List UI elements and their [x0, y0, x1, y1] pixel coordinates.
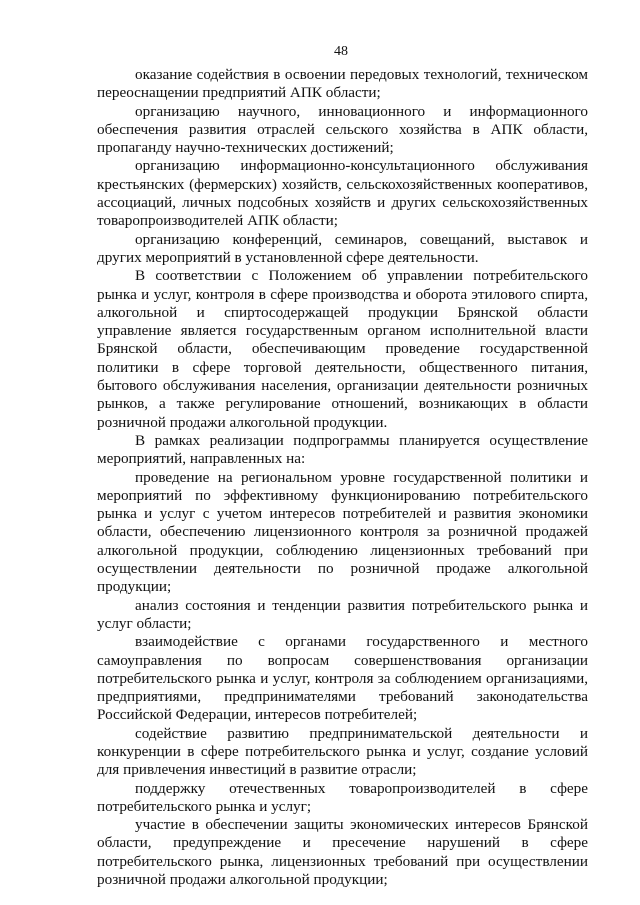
paragraph: организацию информационно-консультационного обслуживания крестьянских (фермерских) хозяйств, сельскохозяйственных кооперативов, ассоциаций, личных подсобных хозяйств и других сельскохозяйственных товаропроизводителей АПК области;	[97, 157, 588, 230]
page-number: 48	[334, 44, 348, 59]
paragraph: анализ состояния и тенденции развития потребительского рынка и услуг области;	[97, 596, 588, 632]
paragraph: В соответствии с Положением об управлении потребительского рынка и услуг, контроля в сфере производства и оборота этилового спирта, алкогольной и спиртосодержащей продукции Брянской области управление является государственным органом исполнительной власти Брянской области, обеспечивающим проведение государственной политики в сфере торговой деятельности, общественного питания, бытового обслуживания населения, организации деятельности розничных рынков, а также регулирование отношений, возникающих в области розничной продажи алкогольной продукции.	[97, 267, 588, 431]
paragraph: содействие развитию предпринимательской деятельности и конкуренции в сфере потребительского рынка и услуг, создание условий для привлечения инвестиций в развитие отрасли;	[97, 724, 588, 779]
paragraph: поддержку отечественных товаропроизводителей в сфере потребительского рынка и услуг;	[97, 779, 588, 815]
paragraph: организацию конференций, семинаров, совещаний, выставок и других мероприятий в установленной сфере деятельности.	[97, 230, 588, 266]
body-text	[97, 66, 588, 889]
paragraph: проведение на региональном уровне государственной политики и мероприятий по эффективному функционированию потребительского рынка и услуг с учетом интересов потребителей и развития экономики области, обеспечению лицензионного контроля за розничной продажей алкогольной продукции, соблюдению лицензионных требований при осуществлении деятельности по розничной продаже алкогольной продукции;	[97, 468, 588, 596]
paragraph: оказание содействия в освоении передовых технологий, техническом переоснащении предприятий АПК области;	[97, 66, 588, 102]
paragraph: организацию научного, инновационного и информационного обеспечения развития отраслей сельского хозяйства в АПК области, пропаганду научно-технических достижений;	[97, 102, 588, 157]
paragraph: В рамках реализации подпрограммы планируется осуществление мероприятий, направленных на:	[97, 431, 588, 468]
paragraph: взаимодействие с органами государственного и местного самоуправления по вопросам совершенствования организации потребительского рынка и услуг, контроля за соблюдением организациями, предприятиями, предпринимателями требований законодательства Российской Федерации, интересов потребителей;	[97, 633, 588, 724]
paragraph: участие в обеспечении защиты экономических интересов Брянской области, предупреждение и пресечение нарушений в сфере потребительского рынка, лицензионных требований при осуществлении розничной продажи алкогольной продукции;	[97, 816, 588, 889]
